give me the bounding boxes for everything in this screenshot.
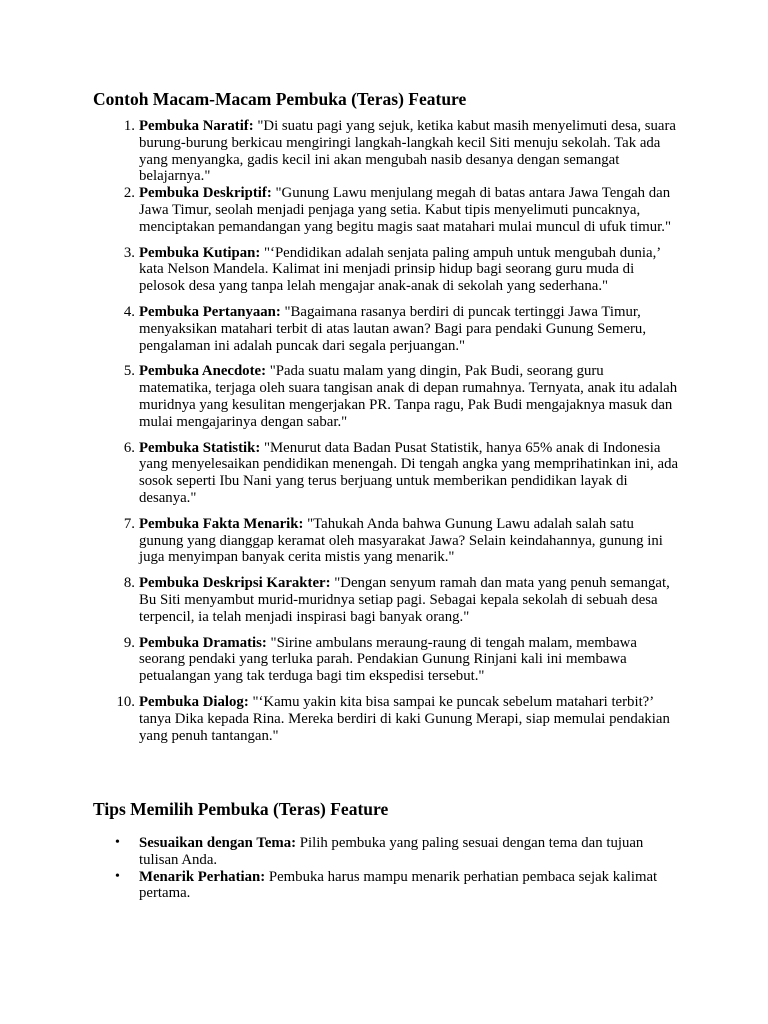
item-term: Pembuka Pertanyaan: [139, 303, 281, 320]
list-number: 2. [123, 185, 135, 202]
item-term: Sesuaikan dengan Tema: [139, 835, 297, 851]
item-term: Pembuka Dramatis: [139, 634, 267, 651]
item-term: Pembuka Fakta Menarik: [139, 515, 304, 532]
item-text: "‘Pendidikan adalah senjata paling ampuh untuk mengubah dunia,’ kata Nelson Mandela. Kalimat ini menjadi prinsip hidup bagi seorang guru muda di pelosok desa yang tanpa lelah mengajar anak-anak di sekolah yang sederhana." [139, 244, 661, 295]
list-item [123, 244, 679, 295]
bullet-icon: • [115, 868, 120, 884]
list-number: 3. [123, 244, 135, 261]
bullet-list [115, 835, 679, 902]
list-number: 9. [123, 634, 135, 651]
section-heading-examples: Contoh Macam-Macam Pembuka (Teras) Feature [93, 89, 467, 109]
bullet-icon: • [115, 835, 120, 850]
item-term: Pembuka Kutipan: [139, 244, 261, 261]
list-item [123, 439, 679, 507]
item-term: Pembuka Naratif: [139, 118, 254, 134]
list-item [116, 693, 679, 744]
list-number: 8. [123, 575, 135, 592]
item-text: "Di suatu pagi yang sejuk, ketika kabut masih menyelimuti desa, suara burung-burung berkicau mengiringi langkah-langkah kecil Siti menuju sekolah. Tak ada yang menyangka, gadis kecil ini akan mengubah nasib desanya dengan semangat belajarnya." [139, 118, 676, 185]
item-text: "Sirine ambulans meraung-raung di tengah malam, membawa seorang pendaki yang terluka parah. Pendakian Gunung Rinjani kali ini membawa petualangan yang tak terduga bagi tim ekspedisi tersebut." [139, 634, 637, 685]
list-number: 1. [123, 118, 135, 134]
list-number: 7. [123, 515, 135, 532]
list-number: 4. [123, 303, 135, 320]
item-term: Pembuka Anecdote: [139, 363, 267, 380]
list-item [123, 575, 679, 625]
list-number: 6. [123, 439, 135, 456]
list-item [123, 363, 679, 430]
item-text: "‘Kamu yakin kita bisa sampai ke puncak sebelum matahari terbit?’ tanya Dika kepada Rina. Mereka berdiri di kaki Gunung Merapi, siap memulai pendakian yang penuh tantangan." [139, 693, 670, 744]
item-text: "Gunung Lawu menjulang megah di batas antara Jawa Tengah dan Jawa Timur, seolah menjadi penjaga yang setia. Kabut tipis menyelimuti puncaknya, menciptakan pemandangan yang begitu magis saat matahari mulai muncul di ufuk timur." [139, 185, 672, 235]
item-text: "Dengan senyum ramah dan mata yang penuh semangat, Bu Siti menyambut murid-muridnya setiap pagi. Sebagai kepala sekolah di sebuah desa terpencil, ia telah menjadi inspirasi bagi banyak orang." [139, 575, 670, 625]
item-term: Pembuka Statistik: [139, 439, 261, 456]
numbered-list [116, 118, 679, 744]
item-term: Menarik Perhatian: [139, 868, 266, 885]
item-text: "Pada suatu malam yang dingin, Pak Budi, seorang guru matematika, terjaga oleh suara tangisan anak di depan rumahnya. Ternyata, anak itu adalah muridnya yang kesulitan mengerjakan PR. Tanpa ragu, Pak Budi mengajaknya masuk dan mulai mengajarinya dengan sabar." [139, 363, 678, 430]
list-item [123, 515, 679, 566]
list-item [123, 118, 679, 185]
section-heading-tips: Tips Memilih Pembuka (Teras) Feature [93, 799, 389, 819]
list-item [123, 303, 679, 354]
item-text: Pembuka harus mampu menarik perhatian pembaca sejak kalimat pertama. [139, 868, 658, 902]
list-number: 5. [123, 363, 135, 380]
item-text: "Bagaimana rasanya berdiri di puncak tertinggi Jawa Timur, menyaksikan matahari terbit di atas lautan awan? Bagi para pendaki Gunung Semeru, pengalaman ini adalah puncak dari segala perjuangan." [139, 303, 647, 354]
list-item [123, 185, 679, 235]
item-term: Pembuka Deskriptif: [139, 185, 272, 202]
list-number: 10. [116, 693, 135, 710]
item-text: Pilih pembuka yang paling sesuai dengan tema dan tujuan tulisan Anda. [139, 835, 644, 868]
item-term: Pembuka Deskripsi Karakter: [139, 575, 331, 592]
list-item [115, 835, 679, 869]
list-item [115, 868, 679, 903]
item-text: "Tahukah Anda bahwa Gunung Lawu adalah salah satu gunung yang dianggap keramat oleh masyarakat Jawa? Selain keindahannya, gunung ini juga menyimpan banyak cerita mistis yang menarik." [139, 515, 663, 566]
item-term: Pembuka Dialog: [139, 693, 249, 710]
item-text: "Menurut data Badan Pusat Statistik, hanya 65% anak di Indonesia yang menyelesaikan pendidikan menengah. Di tengah angka yang memprihatinkan ini, ada sosok seperti Ibu Nani yang terus berjuang untuk memberikan pendidikan layak di desanya." [139, 439, 679, 506]
list-item [123, 634, 679, 685]
